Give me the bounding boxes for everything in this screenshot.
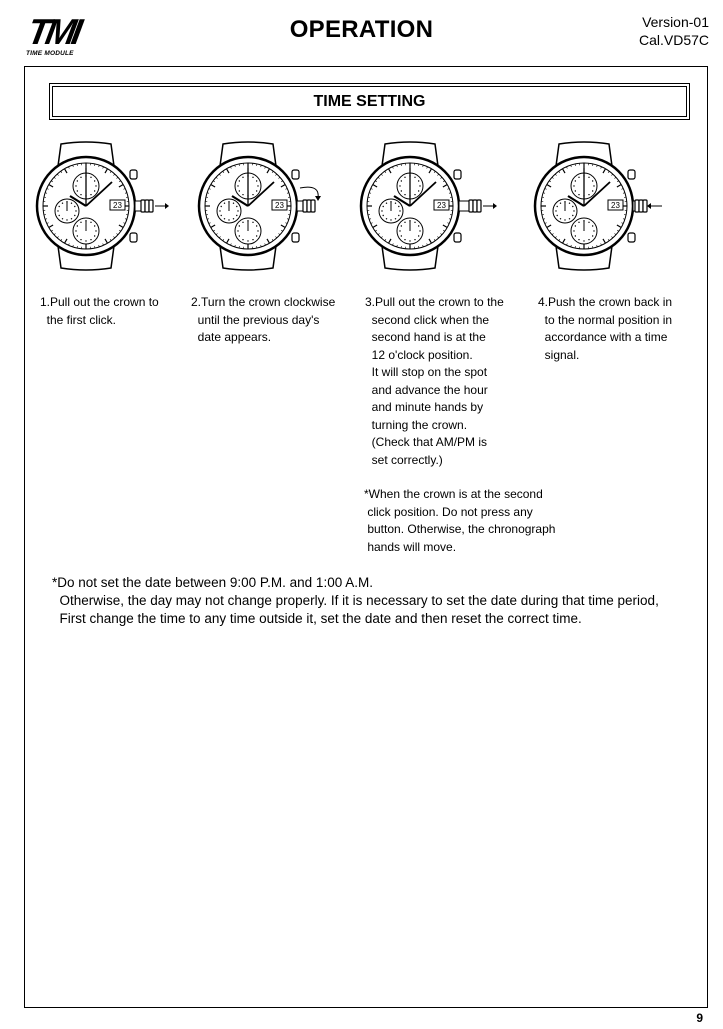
subdial-marker: [409, 240, 410, 241]
subdial-marker: [90, 177, 91, 178]
subdial-marker: [414, 222, 415, 223]
subdial-marker: [94, 180, 95, 181]
subdial-marker: [256, 225, 257, 226]
step-1-text: 1.Pull out the crown to the first click.: [40, 295, 159, 327]
subdial-marker: [80, 194, 81, 195]
subdial-marker: [75, 210, 76, 211]
crown-icon: [145, 200, 149, 212]
subdial-marker: [252, 222, 253, 223]
subdial-marker: [588, 177, 589, 178]
subdial-marker: [383, 206, 384, 207]
arrow-right-head-icon: [165, 203, 169, 209]
subdial-marker: [593, 230, 594, 231]
subdial-marker: [414, 194, 415, 195]
section-title: TIME SETTING: [52, 86, 687, 117]
pusher-top: [454, 170, 461, 179]
subdial-marker: [247, 240, 248, 241]
subdial-marker: [592, 235, 593, 236]
subdial-marker: [239, 180, 240, 181]
subdial-marker: [401, 235, 402, 236]
crown-stem: [459, 201, 470, 211]
subdial-marker: [85, 240, 86, 241]
pusher-bottom: [292, 233, 299, 242]
subdial-marker: [80, 239, 81, 240]
crown-icon: [303, 200, 307, 212]
subdial-marker: [62, 203, 63, 204]
subdial-marker: [592, 180, 593, 181]
subdial-marker: [257, 230, 258, 231]
subdial-marker: [75, 185, 76, 186]
subdial-marker: [77, 180, 78, 181]
subdial-marker: [224, 218, 225, 219]
subdial-marker: [221, 215, 222, 216]
subdial-marker: [569, 218, 570, 219]
subdial-marker: [252, 194, 253, 195]
subdial-marker: [77, 225, 78, 226]
subdial-marker: [59, 206, 60, 207]
crown-icon: [473, 200, 477, 212]
subdial-marker: [242, 239, 243, 240]
subdial-marker: [59, 215, 60, 216]
date-window-text: 23: [611, 201, 620, 210]
subdial-marker: [228, 219, 229, 220]
pusher-top: [292, 170, 299, 179]
subdial-marker: [95, 185, 96, 186]
subdial-marker: [578, 194, 579, 195]
subdial-marker: [236, 215, 237, 216]
step-2-text: 2.Turn the crown clockwise until the previous day's date appears.: [191, 295, 336, 344]
subdial-marker: [569, 203, 570, 204]
subdial-marker: [252, 177, 253, 178]
subdial-marker: [419, 185, 420, 186]
subdial-marker: [588, 222, 589, 223]
subdial-marker: [564, 219, 565, 220]
chronograph-note: *When the crown is at the second click position. Do not press any button. Otherwise, the chronograph hands will move.: [364, 487, 556, 554]
date-window-text: 23: [113, 201, 122, 210]
page-number: 9: [696, 1011, 703, 1025]
section-heading-box: [49, 83, 690, 120]
subdial-marker: [560, 218, 561, 219]
subdial-marker: [242, 194, 243, 195]
subdial-marker: [404, 222, 405, 223]
subdial-marker: [578, 239, 579, 240]
page-title: OPERATION: [289, 16, 434, 43]
subdial-marker: [557, 215, 558, 216]
subdial-marker: [418, 180, 419, 181]
subdial-marker: [398, 215, 399, 216]
subdial-marker: [399, 230, 400, 231]
subdial-marker: [398, 206, 399, 207]
date-window-text: 23: [275, 201, 284, 210]
subdial-marker: [575, 225, 576, 226]
watch-illustration-step-1: [28, 140, 178, 272]
subdial-marker: [592, 190, 593, 191]
crown-icon: [311, 200, 315, 212]
subdial-marker: [401, 225, 402, 226]
subdial-marker: [555, 210, 556, 211]
subdial-marker: [62, 218, 63, 219]
version-block: [639, 13, 709, 49]
subdial-marker: [75, 230, 76, 231]
subdial-marker: [418, 225, 419, 226]
caliber-label: Cal.VD57C: [638, 32, 709, 48]
subdial-marker: [57, 210, 58, 211]
subdial-marker: [557, 206, 558, 207]
subdial-marker: [383, 215, 384, 216]
subdial-marker: [572, 206, 573, 207]
subdial-marker: [239, 225, 240, 226]
subdial-marker: [583, 240, 584, 241]
subdial-marker: [395, 203, 396, 204]
subdial-marker: [573, 210, 574, 211]
subdial-marker: [95, 230, 96, 231]
step-4-text: 4.Push the crown back in to the normal position in accordance with a time signal.: [538, 295, 673, 362]
subdial-marker: [404, 177, 405, 178]
subdial-marker: [575, 190, 576, 191]
watch-illustration-step-4: [526, 140, 676, 272]
subdial-marker: [256, 190, 257, 191]
subdial-marker: [252, 239, 253, 240]
subdial-marker: [94, 225, 95, 226]
date-setting-note: *Do not set the date between 9:00 P.M. and 1:00 A.M. Otherwise, the day may not change properly. If it is necessary to set the date during that time period, First change the time to any time outside it, set the date and then reset the correct time.: [52, 575, 659, 626]
subdial-marker: [77, 190, 78, 191]
subdial-marker: [399, 185, 400, 186]
crown-icon: [477, 200, 481, 212]
subdial-marker: [575, 180, 576, 181]
subdial-marker: [71, 203, 72, 204]
step-3-text: 3.Pull out the crown to the second click when the second hand is at the 12 o'clock position. It will stop on the spot and advance the hour and minute hands by turning the crown. (Check that AM/PM is set correctly.): [365, 295, 504, 467]
subdial-marker: [233, 218, 234, 219]
subdial-marker: [573, 185, 574, 186]
rotate-arrow-head-icon: [315, 196, 321, 201]
version-label: Version-01: [642, 14, 709, 30]
pusher-top: [628, 170, 635, 179]
subdial-marker: [90, 222, 91, 223]
subdial-marker: [578, 177, 579, 178]
subdial-marker: [90, 239, 91, 240]
watch-illustration-step-3: [352, 140, 502, 272]
subdial-marker: [94, 190, 95, 191]
subdial-marker: [94, 235, 95, 236]
logo-mark: TMI: [24, 11, 82, 52]
subdial-marker: [239, 235, 240, 236]
subdial-marker: [588, 239, 589, 240]
subdial-marker: [237, 185, 238, 186]
arrow-right-head-icon: [493, 203, 497, 209]
date-window-text: 23: [437, 201, 446, 210]
subdial-marker: [592, 225, 593, 226]
subdial-marker: [224, 203, 225, 204]
subdial-marker: [414, 239, 415, 240]
subdial-marker: [66, 219, 67, 220]
subdial-marker: [90, 194, 91, 195]
subdial-marker: [237, 230, 238, 231]
subdial-marker: [233, 203, 234, 204]
crown-icon: [307, 200, 311, 212]
subdial-marker: [404, 239, 405, 240]
subdial-marker: [239, 190, 240, 191]
subdial-marker: [395, 218, 396, 219]
subdial-marker: [418, 190, 419, 191]
crown-icon: [149, 200, 153, 212]
crown-icon: [141, 200, 145, 212]
subdial-marker: [219, 210, 220, 211]
subdial-marker: [74, 206, 75, 207]
subdial-marker: [401, 180, 402, 181]
crown-icon: [469, 200, 473, 212]
subdial-marker: [381, 210, 382, 211]
subdial-marker: [419, 230, 420, 231]
subdial-marker: [560, 203, 561, 204]
subdial-marker: [386, 203, 387, 204]
subdial-marker: [256, 235, 257, 236]
crown-icon: [643, 200, 647, 212]
subdial-marker: [80, 177, 81, 178]
subdial-marker: [242, 177, 243, 178]
subdial-marker: [242, 222, 243, 223]
subdial-marker: [578, 222, 579, 223]
subdial-marker: [404, 194, 405, 195]
subdial-marker: [573, 230, 574, 231]
subdial-marker: [71, 218, 72, 219]
subdial-marker: [256, 180, 257, 181]
watch-illustration-step-2: [190, 140, 340, 272]
subdial-marker: [575, 235, 576, 236]
subdial-marker: [418, 235, 419, 236]
subdial-marker: [414, 177, 415, 178]
subdial-marker: [572, 215, 573, 216]
subdial-marker: [221, 206, 222, 207]
subdial-marker: [401, 190, 402, 191]
subdial-marker: [386, 218, 387, 219]
subdial-marker: [77, 235, 78, 236]
pusher-top: [130, 170, 137, 179]
subdial-marker: [399, 210, 400, 211]
subdial-marker: [390, 219, 391, 220]
subdial-marker: [588, 194, 589, 195]
subdial-marker: [237, 210, 238, 211]
logo-subtitle: TIME MODULE: [26, 50, 74, 57]
pusher-bottom: [454, 233, 461, 242]
subdial-marker: [80, 222, 81, 223]
subdial-marker: [74, 215, 75, 216]
subdial-marker: [236, 206, 237, 207]
subdial-marker: [257, 185, 258, 186]
pusher-bottom: [628, 233, 635, 242]
subdial-marker: [593, 185, 594, 186]
pusher-bottom: [130, 233, 137, 242]
